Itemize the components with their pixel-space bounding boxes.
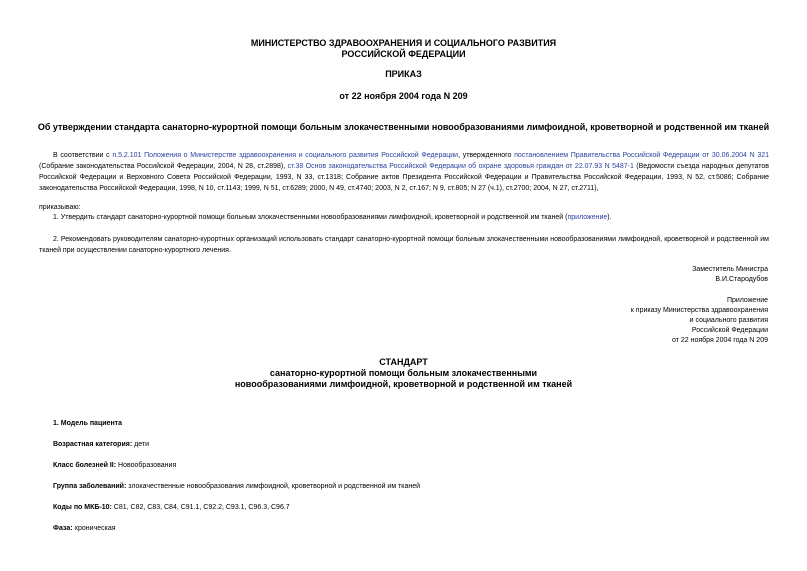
law-article-link[interactable]: ст.38 Основ законодательства Российской Федерации об охране здоровья граждан от 22.07.93 N 5487-1 bbox=[287, 163, 634, 170]
group-label: Группа заболеваний: bbox=[53, 483, 127, 490]
preamble-paragraph bbox=[39, 150, 769, 194]
signer-position: Заместитель Министра bbox=[692, 266, 768, 273]
class-label: Класс болезней II: bbox=[53, 462, 117, 469]
order-word: приказываю: bbox=[39, 204, 81, 211]
item-1-end: ). bbox=[607, 214, 612, 221]
model-heading: 1. Модель пациента bbox=[53, 420, 122, 427]
standard-subtitle-2: новообразованиями лимфоидной, кроветворной и родственной им тканей bbox=[234, 379, 573, 389]
preamble-text-2: , утвержденного bbox=[458, 152, 515, 159]
age-label: Возрастная категория: bbox=[53, 441, 133, 448]
standard-title: СТАНДАРТ bbox=[379, 357, 428, 367]
order-item-1 bbox=[39, 212, 769, 223]
signer-name: В.И.Стародубов bbox=[715, 276, 768, 283]
ministry-name bbox=[0, 38, 807, 60]
appendix-line-5: от 22 ноября 2004 года N 209 bbox=[672, 337, 768, 344]
ministry-line-2: РОССИЙСКОЙ ФЕДЕРАЦИИ bbox=[341, 49, 466, 59]
signature-block bbox=[692, 265, 768, 285]
appendix-line-1: Приложение bbox=[726, 297, 768, 304]
appendix-line-4: Российской Федерации bbox=[691, 327, 768, 334]
doc-type: ПРИКАЗ bbox=[385, 69, 422, 79]
codes-label: Коды по МКБ-10: bbox=[53, 504, 112, 511]
ministry-line-1: МИНИСТЕРСТВО ЗДРАВООХРАНЕНИЯ И СОЦИАЛЬНОГО РАЗВИТИЯ bbox=[250, 38, 557, 48]
group-value: злокачественные новообразования лимфоидной, кроветворной и родственной им тканей bbox=[126, 483, 421, 490]
class-value: Новообразования bbox=[116, 462, 177, 469]
appendix-note bbox=[631, 296, 768, 346]
age-value: дети bbox=[132, 441, 149, 448]
age-category bbox=[53, 440, 149, 450]
standard-heading bbox=[0, 357, 807, 390]
phase-value: хроническая bbox=[72, 525, 116, 532]
appendix-link[interactable]: приложение bbox=[567, 214, 608, 221]
disease-group bbox=[53, 482, 420, 492]
appendix-line-2: к приказу Министерства здравоохранения bbox=[630, 307, 768, 314]
preamble-text-3: (Собрание законодательства Российской Федерации, 2004, N 28, ст.2898), bbox=[39, 163, 288, 170]
icd-codes bbox=[53, 503, 290, 513]
doc-title: Об утверждении стандарта санаторно-курортной помощи больным злокачественными новообразованиями лимфоидной, кроветворной и родственной им тканей bbox=[37, 122, 770, 132]
order-item-2: 2. Рекомендовать руководителям санаторно-курортных организаций использовать стандарт санаторно-курортной помощи больным злокачественными новообразованиями лимфоидной, кроветворной и родственной им тканей при осуществлении санаторно-курортного лечения. bbox=[39, 236, 769, 254]
phase-label: Фаза: bbox=[53, 525, 73, 532]
disease-class bbox=[53, 461, 176, 471]
preamble-text-1: В соответствии с bbox=[53, 152, 113, 159]
appendix-line-3: и социального развития bbox=[689, 317, 768, 324]
regulation-link[interactable]: п.5.2.101 Положения о Министерстве здравоохранения и социального развития Российской Федерации bbox=[112, 152, 459, 159]
disease-phase bbox=[53, 524, 116, 534]
resolution-link[interactable]: постановлением Правительства Российской Федерации от 30.06.2004 N 321 bbox=[514, 152, 770, 159]
codes-value: C81, C82, C83, C84, C91.1, C92.2, C93.1, C96.3, C96.7 bbox=[111, 504, 290, 511]
preamble-text-4: (Ведомости съезда народных депутатов Российской Федерации и Верховного Совета Российской Федерации, 1993, N 33, ст.1318; Собрание актов Президента Российской Федерации и Правительства Российской Федерации, 1993, N 52, ст.5086; Собрание законодательства Российской Федерации, 1998, N 10, ст.1143; 1999, N 51, ст.6289; 2000, N 49, ст.4740; 2003, N 2, ст.167; N 9, ст.805; N 27 (ч.1), ст.2700; 2004, N 27, ст.2711), bbox=[39, 163, 769, 192]
doc-date-number: от 22 ноября 2004 года N 209 bbox=[339, 91, 468, 101]
item-1-text: 1. Утвердить стандарт санаторно-курортной помощи больным злокачественными новообразованиями лимфоидной, кроветворной и родственной им тканей ( bbox=[53, 214, 568, 221]
standard-subtitle-1: санаторно-курортной помощи больным злокачественными bbox=[269, 368, 538, 378]
